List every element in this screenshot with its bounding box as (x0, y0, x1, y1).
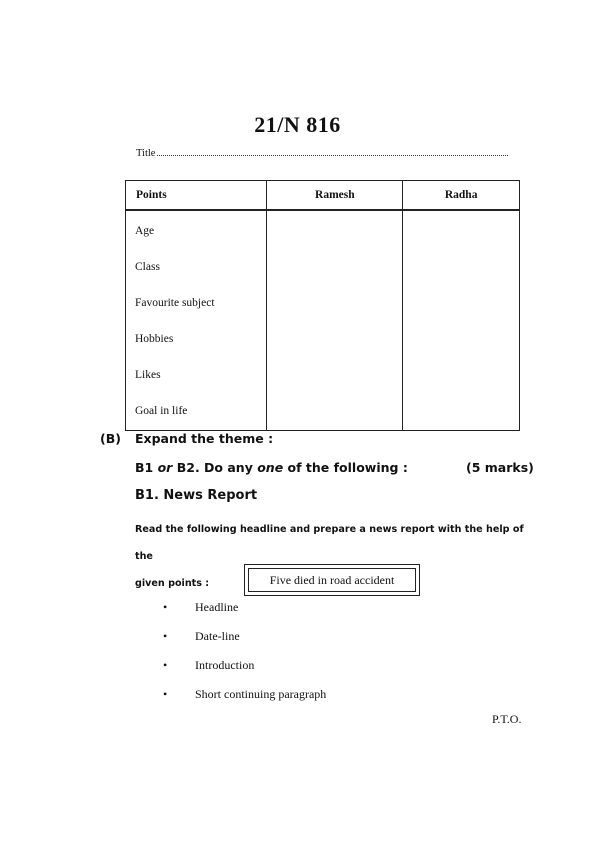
point-introduction: Introduction (195, 658, 255, 672)
table-body-row (126, 210, 520, 431)
headline-box (244, 564, 420, 596)
bullet-icon: • (163, 687, 168, 701)
choice-b1: B1 (135, 460, 154, 475)
point-short-paragraph: Short continuing paragraph (195, 687, 327, 701)
section-b-label: (B) (100, 431, 121, 446)
row-goal-in-life: Goal in life (135, 405, 188, 417)
point-dateline: Date-line (195, 629, 240, 643)
row-age: Age (135, 225, 155, 237)
comparison-table (125, 180, 520, 431)
row-likes: Likes (135, 369, 161, 381)
title-label: Title (136, 148, 156, 159)
choice-suffix: of the following : (287, 460, 408, 475)
point-headline: Headline (195, 600, 239, 614)
pto-label: P.T.O. (492, 712, 522, 726)
bullet-icon: • (163, 629, 168, 643)
header-radha: Radha (403, 181, 520, 211)
bullet-icon: • (163, 600, 168, 614)
title-line (136, 146, 508, 159)
headline-text: Five died in road accident (248, 568, 416, 592)
bullet-icon: • (163, 658, 168, 672)
choice-or: or (157, 460, 173, 475)
row-favourite-subject: Favourite subject (135, 297, 215, 309)
row-hobbies: Hobbies (135, 333, 174, 345)
section-b-title: Expand the theme : (135, 431, 274, 446)
marks-label: (5 marks) (466, 460, 534, 475)
choice-instruction (135, 460, 408, 475)
header-ramesh: Ramesh (267, 181, 403, 211)
table-header-row (126, 181, 520, 211)
b1-heading: B1. News Report (135, 488, 258, 503)
paper-code: 21/N 816 (254, 112, 341, 137)
points-column (126, 210, 267, 431)
choice-mid: B2. Do any (176, 460, 253, 475)
radha-column[interactable] (403, 210, 520, 431)
row-class: Class (135, 261, 160, 273)
choice-one: one (257, 460, 284, 475)
header-points: Points (126, 181, 267, 211)
instruction-line-2: given points : (135, 578, 210, 589)
ramesh-column[interactable] (267, 210, 403, 431)
title-blank[interactable] (157, 146, 508, 156)
instruction-line-1: Read the following headline and prepare a news report with the help of the (135, 524, 524, 562)
